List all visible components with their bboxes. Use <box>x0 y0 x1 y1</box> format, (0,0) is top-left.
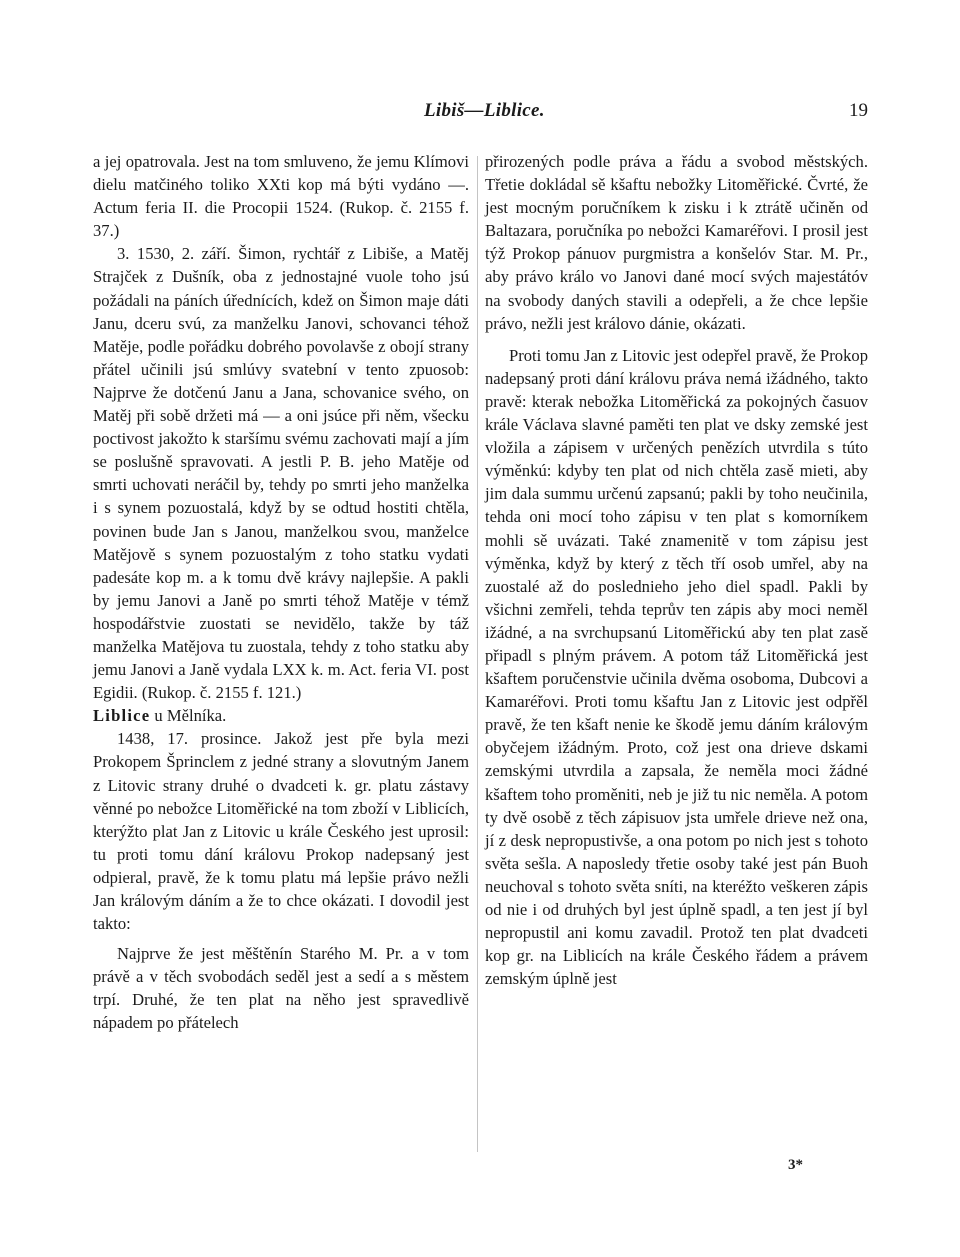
right-paragraph-continued: přirozených podle práva a řádu a svobod městských. Třetie dokládal sě kšaftu nebožky Litoměřické. Čvrté, že jest mocným poručníkem k zisku i k ztrátě učiněn od Baltazara, poručníka po nebožci Kamaréřovi. I prosil jest týž Prokop pánuov purgmistra a konšelóv Star. M. Pr., aby právo králo vo Janovi dané mocí svých majestátóv na svobody daných stavili a odepřeli, a že chce lepšie právo, nežli jest královo dánie, okázati. <box>485 152 868 333</box>
right-paragraph-objection: Proti tomu Jan z Litovic jest odepřel pravě, že Prokop nadepsaný proti dání královu práva nemá ižádného, takto pravě: kterak nebožka Litoměřická za pokojných časuov krále Václava slavné paměti ten plat ve dsky zemské jest vložila a zápisem v určených penězích utvrdila s túto výměnkú: kdyby ten plat od nich chtěla zasě mieti, aby jim dala summu určenú zapsanú; pakli by toho neučinila, tehda oni mocí toho zápisu v ten plat s komorníkem mohli sě uvázati. Také znamenitě v tom zápisu jest výměnka, když by který z těch tří osob umřel, aby na zuostalé až do poslednieho jeho diel spadl. Pakli by všichni zemřeli, tehda teprův ten zápis aby moci neměl ižádné, a na svrchupsanú Litoměřickú aby ten plat zasě připadl s plným právem. A potom táž Litoměřická jest kšaftem poručenstvie učinila dvěma osoboma, Dubcovi a Kamaréřovi. Proti tomu kšaftu Jan z Litovic jest odpřěl pravě, že ten kšaft nenie ke škodě jemu dáním královým obyčejem ižádným. Proto, což jest ona drieve dskami zemskými utvrdila a zapsala, že neměla moci žádné kšaftem toho proměniti, neb je již tu nic neměla. A potom ty dvě osobě z těch zápisuov jsta umřele drieve než ona, jí z desk nepropustivše, a ona potom po nich jest s tohoto světa sešla. A naposledy třetie osoby také jest pán Buoh neuchoval s tohoto světa sníti, na kteréžto veškeren zápis od nie i od druhých byl jest úplně spadl, a ten jest jí byl nepropustil ani komu zavadil. Protož ten plat dvadceti kop gr. na Liblicích na krále Českého řádem a právem zemským úplně jest <box>485 345 868 989</box>
left-paragraph-record-3: 3. 1530, 2. září. Šimon, rychtář z Libiše, a Matěj Strajček z Dušník, oba z jednostajné vuole toho jsú požádali na páních úřednících, kdež on Šimon maje dáti Janu, dceru svú, za manželku Janovi, schovanci téhož Matěje, podle pořádku dobrého povolavše z obojí strany přátel učinili jsú smlúvy svatební v tento zpuosob: Najprve že dotčenú Janu a Jana, schovanice svého, on Matěj při sobě držeti má — a oni jsúce při něm, všecku poctivost jakožto k staršímu svému zachovati mají a jím se poslušně spravovati. A jestli P. B. jeho Matěje od smrti uchovati neráčil by, tehdy po smrti jeho manželka i s synem pozuostalá, když by se odtud hostiti chtěla, povinen bude Jan s Janou, manželkou svou, manželce Matějově s synem pozuostalým z toho statku vydati padesáte kop m. a k tomu dvě krávy najlepšie. A pakli by jemu Janovi a Janě po smrti téhož Matěje v témž hospodářstvie zuostati se nevidělo, takže by táž manželka Matějova tu zuostala, tehdy z toho statku aby jemu Janovi a Janě vydala LXX k. m. Act. feria VI. post Egidii. (Rukop. č. 2155 f. 121.) <box>93 244 469 703</box>
left-paragraph-proof-start: Najprve že jest měštěnín Starého M. Pr. a v tom právě a v těch svobodách seděl jest a sedí a s městem trpí. Druhé, že ten plat na něho jest spravedlivě nápadem po přátelech <box>93 944 469 1033</box>
section-heading-location: u Mělníka. <box>150 706 227 726</box>
signature-mark: 3* <box>788 1157 803 1173</box>
section-heading <box>93 704 469 727</box>
column-divider <box>477 156 478 1152</box>
right-column <box>485 150 868 990</box>
running-title: Libiš—Liblice. <box>424 100 545 121</box>
section-heading-place: Liblice <box>93 706 151 726</box>
left-paragraph-continued: a jej opatrovala. Jest na tom smluveno, že jemu Klímovi dielu matčiného toliko XXti kop má býti vydáno —. Actum feria II. die Procopii 1524. (Rukop. č. 2155 f. 37.) <box>93 152 469 241</box>
page-number: 19 <box>849 100 868 121</box>
left-paragraph-1438: 1438, 17. prosince. Jakož jest pře byla mezi Prokopem Šprinclem z jedné strany a slovutným Janem z Litovic strany druhé o dvadceti k. gr. platu zástavy věnné po nebožce Litoměřické na tom zboží v Liblicích, kterýžto plat Jan z Litovic u krále Českého jest uprosil: tu proti tomu dání královu Prokop nadepsaný jest odpieral, pravě, že k tomu platu má lepšie právo nežli Jan královým dáním a že to chce okázati. I dovodil jest takto: <box>93 729 469 934</box>
left-column <box>93 150 469 1035</box>
